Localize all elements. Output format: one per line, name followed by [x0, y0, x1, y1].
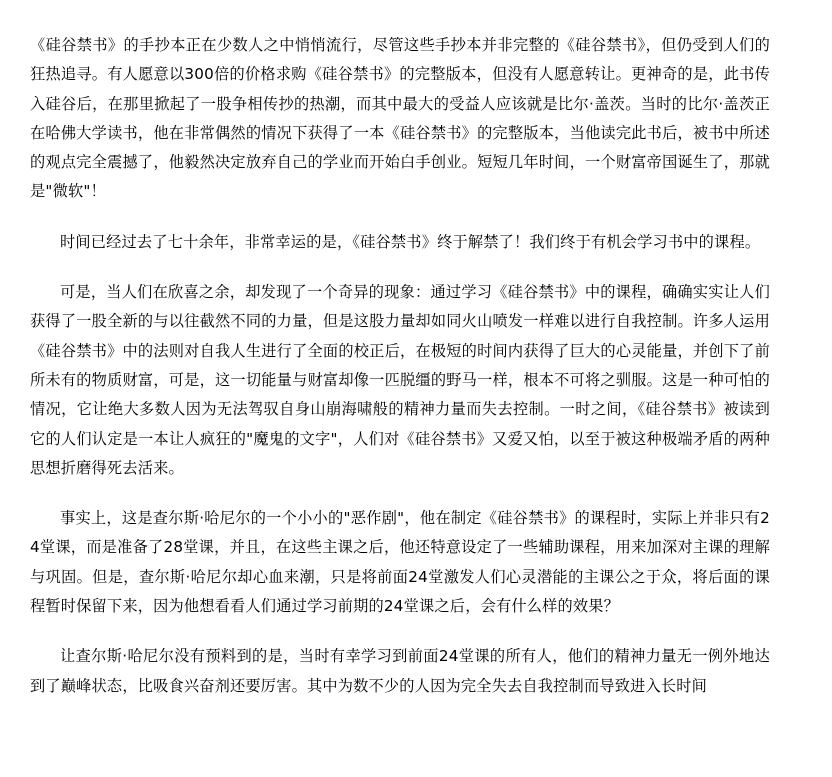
paragraph-3: 可是，当人们在欣喜之余，却发现了一个奇异的现象：通过学习《硅谷禁书》中的课程，确确实实让人们获得了一股全新的与以往截然不同的力量，但是这股力量却如同火山喷发一样难以进行自我控制。许多人运用《硅谷禁书》中的法则对自我人生进行了全面的校正后，在极短的时间内获得了巨大的心灵能量，并创下了前所未有的物质财富，可是，这一切能量与财富却像一匹脱缰的野马一样，根本不可将之驯服。这是一种可怕的情况，它让绝大多数人因为无法驾驭自身山崩海啸般的精神力量而失去控制。一时之间，《硅谷禁书》被读到它的人们认定是一本让人疯狂的"魔鬼的文字"，人们对《硅谷禁书》又爱又怕，以至于被这种极端矛盾的两种思想折磨得死去活来。: [30, 283, 770, 477]
paragraph-5: 让查尔斯·哈尼尔没有预料到的是，当时有幸学习到前面24堂课的所有人，他们的精神力量无一例外地达到了巅峰状态，比吸食兴奋剂还要厉害。其中为数不少的人因为完全失去自我控制而导致进入长时间: [30, 647, 770, 695]
paragraph-1: 《硅谷禁书》的手抄本正在少数人之中悄悄流行，尽管这些手抄本并非完整的《硅谷禁书》，但仍受到人们的狂热追寻。有人愿意以300倍的价格求购《硅谷禁书》的完整版本，但没有人愿意转让。更神奇的是，此书传入硅谷后，在那里掀起了一股争相传抄的热潮，而其中最大的受益人应该就是比尔·盖茨。当时的比尔·盖茨正在哈佛大学读书，他在非常偶然的情况下获得了一本《硅谷禁书》的完整版本，当他读完此书后，被书中所述的观点完全震撼了，他毅然决定放弃自己的学业而开始白手创业。短短几年时间，一个财富帝国诞生了，那就是"微软"！: [30, 36, 770, 201]
paragraph-2: 时间已经过去了七十余年，非常幸运的是，《硅谷禁书》终于解禁了！我们终于有机会学习书中的课程。: [60, 232, 761, 251]
document-body: [30, 0, 770, 701]
paragraph-4: 事实上，这是查尔斯·哈尼尔的一个小小的"恶作剧"，他在制定《硅谷禁书》的课程时，实际上并非只有24堂课，而是准备了28堂课，并且，在这些主课之后，他还特意设定了一些辅助课程，用来加深对主课的理解与巩固。但是，查尔斯·哈尼尔却心血来潮，只是将前面24堂激发人们心灵潜能的主课公之于众，将后面的课程暂时保留下来，因为他想看看人们通过学习前期的24堂课之后，会有什么样的效果？: [30, 509, 770, 616]
